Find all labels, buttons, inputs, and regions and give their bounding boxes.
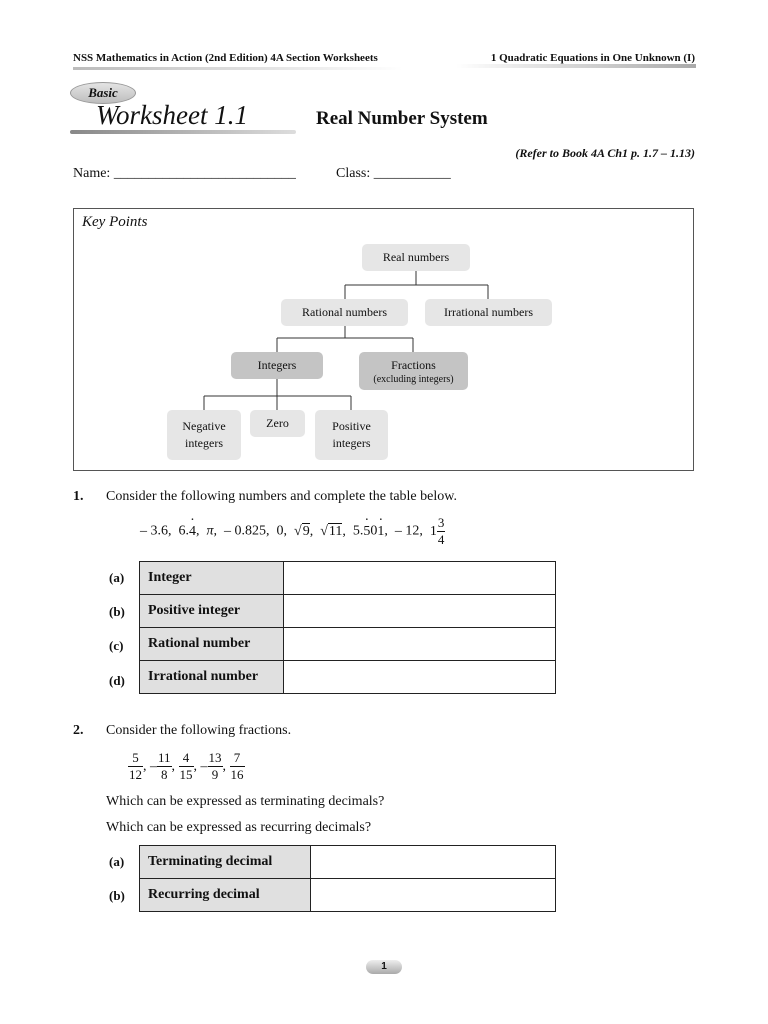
q2-fraction-5-den: 16 xyxy=(230,767,244,782)
num-pi: π, xyxy=(206,523,218,539)
class-field[interactable]: Class: ___________ xyxy=(336,166,451,181)
table-row xyxy=(140,661,556,694)
q2-fraction-1-den: 12 xyxy=(129,767,142,782)
num-5-501-d1: · 5 xyxy=(363,524,370,539)
num-neg-0-825: – 0.825, xyxy=(224,523,270,539)
q1-label-integer: Integer xyxy=(140,562,284,595)
q2-answer-table xyxy=(139,845,556,912)
q2-fraction-2: – $\frac{11}{8}$ , xyxy=(150,750,176,782)
node-negative-label-1: Negative xyxy=(182,419,226,433)
q2-fraction-3-num: 4 xyxy=(179,750,194,767)
q2-fraction-list xyxy=(128,750,245,783)
header-rule-left xyxy=(73,67,403,70)
num-neg-12: – 12, xyxy=(394,523,423,539)
q1-label-irrational-number: Irrational number xyxy=(140,661,284,694)
node-rational-numbers-label: Rational numbers xyxy=(302,305,387,319)
worksheet-title: Worksheet 1.1 xyxy=(96,100,248,130)
num-zero: 0, xyxy=(276,523,288,539)
node-zero xyxy=(250,410,305,437)
q1-answer-rational-number[interactable] xyxy=(284,628,556,661)
q1-answer-irrational-number[interactable] xyxy=(284,661,556,694)
node-integers-label: Integers xyxy=(257,358,297,372)
table-row xyxy=(140,846,556,879)
table-row xyxy=(140,879,556,912)
q2-label-terminating: Terminating decimal xyxy=(140,846,311,879)
num-sqrt-9: √9, xyxy=(294,523,314,539)
num-5-501-d2: 0 xyxy=(370,523,378,539)
header-book-title: NSS Mathematics in Action (2nd Edition) 4A Section Worksheets xyxy=(73,52,378,64)
node-fractions-note: (excluding integers) xyxy=(373,373,454,385)
q2-fraction-3: $\frac{4}{15}$ , xyxy=(179,750,198,782)
node-fractions-label: Fractions xyxy=(391,357,436,372)
mixed-denominator: 4 xyxy=(437,532,445,547)
num-6-4-repeat: · 4 xyxy=(189,524,196,539)
sqrt-11-radicand: 11 xyxy=(328,523,343,539)
num-5-501-recurring xyxy=(353,524,388,539)
num-mixed-1-3-4 xyxy=(429,515,446,547)
table-row xyxy=(140,595,556,628)
node-negative-integers xyxy=(167,410,241,460)
q2-fraction-2-sign: – xyxy=(150,758,157,774)
q1-number: 1. xyxy=(73,489,84,504)
num-6-4-int: 6. xyxy=(178,523,189,539)
q2-fraction-4-num: 13 xyxy=(208,750,222,765)
q2-answer-recurring[interactable] xyxy=(311,879,556,912)
q1-row-c-letter: (c) xyxy=(109,638,124,653)
q2-row-a-letter: (a) xyxy=(109,854,125,869)
worksheet-title-underline xyxy=(70,130,296,134)
q2-row-b-letter: (b) xyxy=(109,888,125,903)
node-irrational-numbers-label: Irrational numbers xyxy=(444,305,533,319)
num-5-501-comma: , xyxy=(384,523,388,539)
q2-question-terminating: Which can be expressed as terminating decimals? xyxy=(106,794,385,809)
q1-row-b-letter: (b) xyxy=(109,604,125,619)
node-positive-integers xyxy=(315,410,388,460)
node-real-numbers xyxy=(362,244,470,271)
q2-label-recurring: Recurring decimal xyxy=(140,879,311,912)
q1-answer-positive-integer[interactable] xyxy=(284,595,556,628)
node-positive-label-2: integers xyxy=(332,436,371,450)
q2-fraction-5 xyxy=(230,750,245,782)
q1-number-list xyxy=(140,515,445,548)
q1-row-d-letter: (d) xyxy=(109,673,125,688)
q2-fraction-2-den: 8 xyxy=(161,767,168,782)
node-fractions xyxy=(359,352,468,390)
q2-fraction-2-num: 11 xyxy=(158,750,171,765)
sqrt-9-radicand: 9 xyxy=(302,523,310,539)
q2-number: 2. xyxy=(73,723,84,738)
key-points-title: Key Points xyxy=(82,214,148,230)
q1-text: Consider the following numbers and complete the table below. xyxy=(106,489,457,504)
mixed-whole: 1 xyxy=(429,523,437,539)
q1-label-positive-integer: Positive integer xyxy=(140,595,284,628)
name-field[interactable]: Name: __________________________ xyxy=(73,166,296,181)
header-chapter-title: 1 Quadratic Equations in One Unknown (I) xyxy=(490,52,695,64)
num-6-4-comma: , xyxy=(196,523,200,539)
q1-label-rational-number: Rational number xyxy=(140,628,284,661)
q1-row-a-letter: (a) xyxy=(109,570,125,585)
topic-title: Real Number System xyxy=(316,108,488,129)
num-5-501-d3: · 1 xyxy=(377,524,384,539)
basic-badge: Basic xyxy=(70,82,136,104)
node-zero-label: Zero xyxy=(266,416,289,430)
mixed-numerator: 3 xyxy=(437,515,445,530)
node-rational-numbers xyxy=(281,299,408,326)
num-sqrt-11: √11, xyxy=(320,523,346,539)
node-real-numbers-label: Real numbers xyxy=(382,250,450,264)
node-negative-label-2: integers xyxy=(185,436,223,450)
q2-fraction-5-num: 7 xyxy=(230,750,245,767)
q2-fraction-1: $\frac{5}{12}$ , xyxy=(129,750,147,782)
node-integers xyxy=(231,352,323,379)
q2-fraction-4: – $\frac{13}{9}$ , xyxy=(200,750,227,782)
q1-answer-integer[interactable] xyxy=(284,562,556,595)
q2-text: Consider the following fractions. xyxy=(106,723,292,738)
book-reference: (Refer to Book 4A Ch1 p. 1.7 – 1.13) xyxy=(515,146,695,160)
q2-fraction-4-den: 9 xyxy=(211,767,219,782)
page-number: 1 xyxy=(366,960,402,974)
table-row xyxy=(140,628,556,661)
q2-fraction-1-num: 5 xyxy=(128,750,143,767)
q2-fraction-4-sign: – xyxy=(200,758,208,774)
node-positive-label-1: Positive xyxy=(332,419,371,433)
num-6-4-recurring xyxy=(179,524,200,539)
q2-answer-terminating[interactable] xyxy=(311,846,556,879)
num-neg-3-6: – 3.6, xyxy=(140,523,172,539)
node-irrational-numbers xyxy=(425,299,552,326)
q2-fraction-3-den: 15 xyxy=(179,767,193,782)
num-5-501-int: 5. xyxy=(352,523,364,539)
q1-answer-table xyxy=(139,561,556,694)
header-rule-right xyxy=(456,64,696,68)
table-row xyxy=(140,562,556,595)
q2-question-recurring: Which can be expressed as recurring decimals? xyxy=(106,820,372,835)
